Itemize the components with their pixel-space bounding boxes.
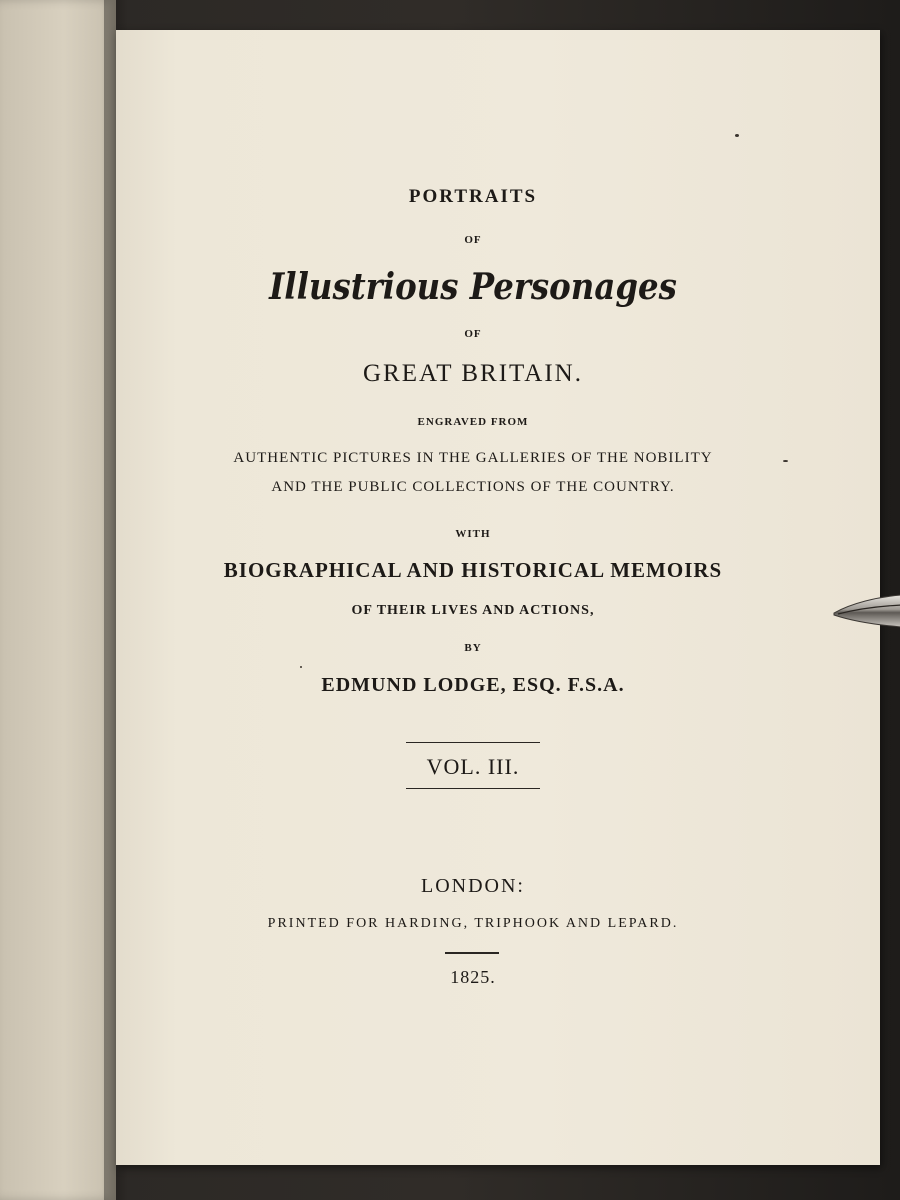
imprint-place: LONDON:	[421, 875, 525, 897]
imprint-publisher: PRINTED FOR HARDING, TRIPHOOK AND LEPARD.	[267, 916, 679, 931]
subtitle-biographical-memoirs: BIOGRAPHICAL AND HISTORICAL MEMOIRS	[223, 558, 723, 582]
volume-rule-bottom	[406, 788, 540, 789]
imprint-rule	[445, 952, 499, 954]
subtitle-lives-and-actions: OF THEIR LIVES AND ACTIONS,	[351, 603, 595, 618]
subtitle-engraved-from: ENGRAVED FROM	[417, 416, 529, 428]
volume-number: VOL. III.	[426, 754, 520, 779]
title-page-text	[116, 30, 880, 1165]
byline-by: BY	[464, 642, 482, 654]
facing-page-edge	[0, 0, 116, 1200]
subtitle-authentic-line-1: AUTHENTIC PICTURES IN THE GALLERIES OF THE NOBILITY	[233, 450, 713, 466]
subtitle-with: WITH	[455, 528, 491, 540]
paper-speck	[300, 666, 302, 668]
title-page	[116, 30, 880, 1165]
title-line-illustrious-personages: Illustrious Personages	[269, 266, 677, 308]
metal-page-clip-icon	[832, 593, 900, 629]
title-line-of-second: OF	[464, 328, 482, 340]
title-line-of: OF	[464, 234, 482, 246]
imprint-year: 1825.	[450, 967, 496, 987]
subtitle-authentic-line-2: AND THE PUBLIC COLLECTIONS OF THE COUNTRY.	[271, 479, 675, 495]
title-line-portraits: PORTRAITS	[408, 186, 538, 207]
paper-speck	[783, 460, 788, 462]
volume-rule-top	[406, 742, 540, 743]
paper-speck	[735, 134, 739, 137]
author-name: EDMUND LODGE, ESQ. F.S.A.	[321, 674, 625, 696]
title-line-great-britain: GREAT BRITAIN.	[363, 360, 583, 387]
